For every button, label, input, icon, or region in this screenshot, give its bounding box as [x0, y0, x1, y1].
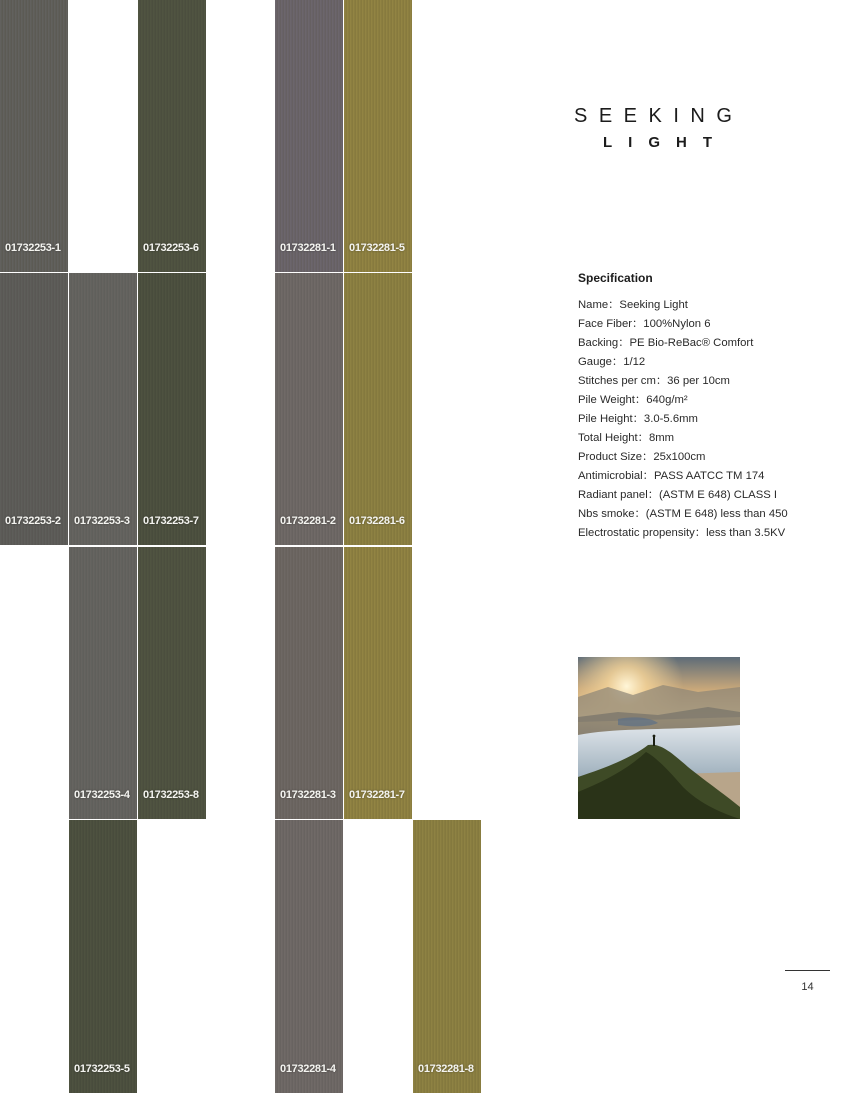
tile-code: 01732281-3 [280, 789, 336, 801]
carpet-tile [69, 273, 137, 545]
carpet-tile [69, 820, 137, 1093]
tile-code: 01732253-6 [143, 242, 199, 254]
spec-item: Name：Seeking Light [578, 299, 688, 311]
carpet-tile [0, 0, 68, 272]
tile-code: 01732253-4 [74, 789, 130, 801]
carpet-tile [344, 273, 412, 545]
tile-code: 01732281-2 [280, 515, 336, 527]
tile-code: 01732253-5 [74, 1063, 130, 1075]
spec-item: Antimicrobial：PASS AATCC TM 174 [578, 470, 765, 482]
tile-code: 01732253-2 [5, 515, 61, 527]
spec-item: Radiant panel：(ASTM E 648) CLASS I [578, 489, 778, 501]
spec-item: Face Fiber：100%Nylon 6 [578, 318, 711, 330]
spec-item: Pile Weight：640g/m² [578, 394, 688, 406]
spec-item: Pile Height：3.0-5.6mm [578, 413, 698, 425]
carpet-tile [413, 820, 481, 1093]
spec-item: Backing：PE Bio-ReBac® Comfort [578, 337, 754, 349]
tile-code: 01732281-5 [349, 242, 405, 254]
spec-list [578, 296, 788, 543]
carpet-tile [138, 547, 206, 819]
carpet-tile [0, 273, 68, 545]
tile-code: 01732253-3 [74, 515, 130, 527]
carpet-tile [344, 547, 412, 819]
spec-item: Gauge：1/12 [578, 356, 646, 368]
spec-heading: Specification [578, 271, 653, 285]
spec-item: Stitches per cm：36 per 10cm [578, 375, 730, 387]
tile-code: 01732281-6 [349, 515, 405, 527]
spec-item: Product Size：25x100cm [578, 451, 706, 463]
tile-code: 01732253-7 [143, 515, 199, 527]
carpet-tile [344, 0, 412, 272]
carpet-tile [275, 273, 343, 545]
carpet-tile [138, 273, 206, 545]
footer-divider [785, 970, 830, 971]
tile-code: 01732253-8 [143, 789, 199, 801]
tile-code: 01732281-1 [280, 242, 336, 254]
tile-code: 01732281-8 [418, 1063, 474, 1075]
mountain-sunrise-photo [578, 657, 740, 819]
carpet-tile [275, 820, 343, 1093]
carpet-tile [138, 0, 206, 272]
spec-item: Nbs smoke：(ASTM E 648) less than 450 [578, 508, 788, 520]
carpet-tile [275, 547, 343, 819]
collection-title: SEEKING [574, 105, 744, 127]
tile-code: 01732281-7 [349, 789, 405, 801]
tile-code: 01732281-4 [280, 1063, 336, 1075]
carpet-tile [69, 547, 137, 819]
collection-subtitle: LIGHT [603, 134, 728, 151]
carpet-tile [275, 0, 343, 272]
page-number: 14 [801, 981, 814, 993]
spec-item: Electrostatic propensity：less than 3.5KV [578, 527, 786, 539]
tile-code: 01732253-1 [5, 242, 61, 254]
spec-item: Total Height：8mm [578, 432, 675, 444]
